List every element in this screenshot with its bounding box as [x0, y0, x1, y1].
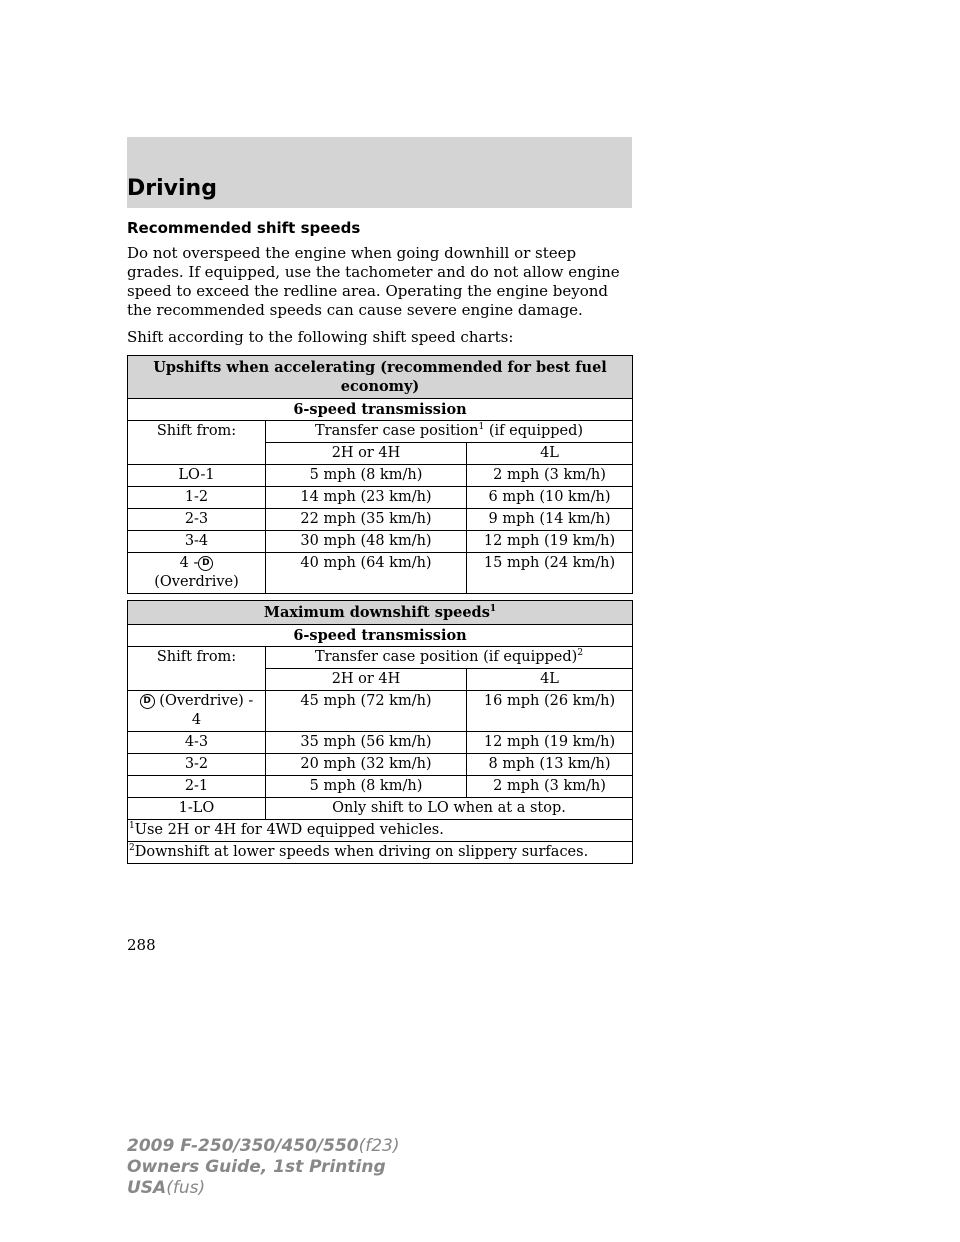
footnote-row	[128, 820, 633, 842]
speed-cell: 14 mph (23 km/h)	[266, 487, 467, 509]
downshift-transfer-label: Transfer case position (if equipped)	[314, 649, 578, 665]
speed-cell: 22 mph (35 km/h)	[266, 509, 467, 531]
upshift-transfer-label: Transfer case position	[314, 423, 479, 439]
footnote-marker: 2	[129, 843, 135, 854]
speed-cell: 9 mph (14 km/h)	[467, 509, 633, 531]
speed-cell: 16 mph (26 km/h)	[467, 691, 633, 732]
shift-from-cell: 2-3	[128, 509, 266, 531]
overdrive-d-icon: D	[140, 694, 155, 709]
upshift-transfer-header	[266, 421, 633, 443]
footnote-2	[128, 842, 633, 864]
footnote-marker: 1	[129, 821, 135, 832]
upshift-shift-from-header: Shift from:	[128, 421, 266, 465]
speed-cell: 45 mph (72 km/h)	[266, 691, 467, 732]
table-row	[128, 465, 633, 487]
upshift-transfer-suffix: (if equipped)	[484, 423, 584, 439]
print-footer	[127, 1136, 400, 1199]
upshift-col-a-header: 2H or 4H	[266, 443, 467, 465]
page-number: 288	[127, 936, 156, 954]
table-row	[128, 754, 633, 776]
speed-cell: 15 mph (24 km/h)	[467, 553, 633, 594]
shift-from-cell	[128, 553, 266, 594]
intro-paragraph: Do not overspeed the engine when going downhill or steep grades. If equipped, use the tachometer and do not allow engine speed to exceed the redline area. Operating the engine beyond the recommended speeds can cause severe engine damage.	[127, 244, 620, 319]
shift-from-cell: 1-2	[128, 487, 266, 509]
downshift-col-b-header: 4L	[467, 669, 633, 691]
table-row-overdrive	[128, 691, 633, 732]
downshift-table	[127, 600, 633, 864]
speed-cell: 2 mph (3 km/h)	[467, 776, 633, 798]
section-heading: Recommended shift speeds	[127, 219, 361, 237]
speed-cell: 8 mph (13 km/h)	[467, 754, 633, 776]
downshift-table-subtitle: 6-speed transmission	[128, 625, 633, 647]
speed-cell: 30 mph (48 km/h)	[266, 531, 467, 553]
shift-from-cell: 2-1	[128, 776, 266, 798]
speed-cell: 40 mph (64 km/h)	[266, 553, 467, 594]
footnote-1	[128, 820, 633, 842]
downshift-transfer-footnote-ref: 2	[577, 648, 584, 659]
speed-cell: 6 mph (10 km/h)	[467, 487, 633, 509]
footer-market: USA	[127, 1178, 167, 1198]
shift-from-cell	[128, 691, 266, 732]
shift-from-cell: 4-3	[128, 732, 266, 754]
footnote-text: Use 2H or 4H for 4WD equipped vehicles.	[134, 822, 444, 838]
downshift-title-text: Maximum downshift speeds	[263, 604, 490, 621]
speed-cell: 5 mph (8 km/h)	[266, 465, 467, 487]
speed-cell: 20 mph (32 km/h)	[266, 754, 467, 776]
upshift-table	[127, 355, 633, 594]
overdrive-d-icon: D	[198, 556, 213, 571]
shift-from-cell: 3-4	[128, 531, 266, 553]
footer-line-2: Owners Guide, 1st Printing	[127, 1157, 386, 1177]
speed-cell: 12 mph (19 km/h)	[467, 531, 633, 553]
downshift-transfer-header	[266, 647, 633, 669]
speed-cell: 5 mph (8 km/h)	[266, 776, 467, 798]
shift-from-cell: 1-LO	[128, 798, 266, 820]
upshift-table-subtitle: 6-speed transmission	[128, 399, 633, 421]
upshift-table-title: Upshifts when accelerating (recommended for best fuel economy)	[128, 356, 633, 399]
instruction-paragraph: Shift according to the following shift speed charts:	[127, 328, 514, 346]
overdrive-label: (Overdrive) -	[159, 693, 254, 709]
table-row	[128, 509, 633, 531]
table-row	[128, 487, 633, 509]
speed-cell: 2 mph (3 km/h)	[467, 465, 633, 487]
footer-market-code: (fus)	[166, 1178, 206, 1198]
table-row-overdrive	[128, 553, 633, 594]
speed-cell: 35 mph (56 km/h)	[266, 732, 467, 754]
overdrive-prefix: 4 -	[179, 555, 199, 571]
lo-note-cell: Only shift to LO when at a stop.	[266, 798, 633, 820]
speed-cell: 12 mph (19 km/h)	[467, 732, 633, 754]
downshift-shift-from-header: Shift from:	[128, 647, 266, 691]
table-row	[128, 732, 633, 754]
downshift-table-title	[128, 601, 633, 625]
downshift-col-a-header: 2H or 4H	[266, 669, 467, 691]
footer-model-code: (f23)	[358, 1136, 400, 1156]
shift-from-cell: 3-2	[128, 754, 266, 776]
downshift-title-footnote-ref: 1	[489, 604, 497, 615]
footer-line-1	[127, 1136, 400, 1157]
overdrive-label: (Overdrive)	[154, 574, 239, 590]
table-row	[128, 776, 633, 798]
footnote-text: Downshift at lower speeds when driving on slippery surfaces.	[134, 844, 589, 860]
upshift-col-b-header: 4L	[467, 443, 633, 465]
shift-from-cell: LO-1	[128, 465, 266, 487]
footer-model: 2009 F-250/350/450/550	[127, 1136, 359, 1156]
footer-line-3	[127, 1178, 400, 1199]
table-row	[128, 798, 633, 820]
footnote-row	[128, 842, 633, 864]
upshift-transfer-footnote-ref: 1	[478, 422, 485, 433]
page-content	[127, 219, 632, 864]
overdrive-target-gear: 4	[191, 712, 202, 728]
section-title: Driving	[127, 176, 217, 201]
table-row	[128, 531, 633, 553]
